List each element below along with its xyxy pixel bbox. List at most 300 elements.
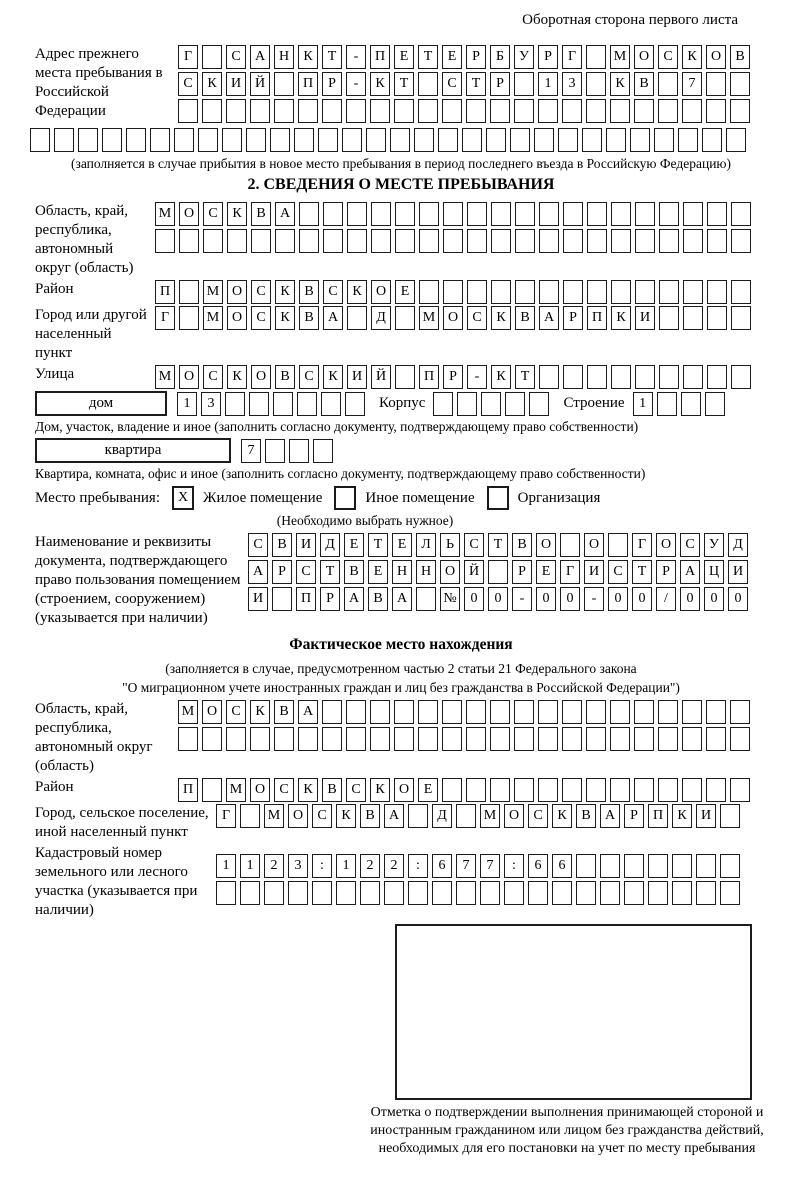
char-cell[interactable]: С (226, 700, 246, 724)
char-cell[interactable]: С (442, 72, 462, 96)
char-cell[interactable]: Г (560, 560, 580, 584)
char-cell[interactable]: П (155, 280, 175, 304)
char-cell[interactable] (438, 128, 458, 152)
char-cell[interactable]: О (656, 533, 676, 557)
char-cell[interactable] (466, 778, 486, 802)
char-cell[interactable]: Е (395, 280, 415, 304)
char-cell[interactable] (312, 881, 332, 905)
char-cell[interactable]: : (312, 854, 332, 878)
char-cell[interactable]: 2 (264, 854, 284, 878)
char-cell[interactable] (456, 881, 476, 905)
char-cell[interactable] (635, 365, 655, 389)
char-cell[interactable] (539, 229, 559, 253)
char-cell[interactable]: Р (443, 365, 463, 389)
char-cell[interactable] (390, 128, 410, 152)
char-cell[interactable]: А (298, 700, 318, 724)
char-cell[interactable] (707, 229, 727, 253)
char-cell[interactable]: 0 (680, 587, 700, 611)
char-cell[interactable] (587, 365, 607, 389)
char-cell[interactable]: С (226, 45, 246, 69)
char-cell[interactable] (682, 99, 702, 123)
char-cell[interactable]: К (491, 306, 511, 330)
char-cell[interactable]: Т (632, 560, 652, 584)
char-cell[interactable] (539, 280, 559, 304)
char-cell[interactable] (347, 202, 367, 226)
char-cell[interactable] (672, 881, 692, 905)
char-cell[interactable] (467, 229, 487, 253)
char-cell[interactable] (366, 128, 386, 152)
char-cell[interactable]: Н (274, 45, 294, 69)
char-cell[interactable]: С (323, 280, 343, 304)
char-cell[interactable] (226, 99, 246, 123)
char-cell[interactable] (635, 202, 655, 226)
char-cell[interactable] (659, 306, 679, 330)
char-cell[interactable] (682, 700, 702, 724)
char-cell[interactable]: К (610, 72, 630, 96)
char-cell[interactable] (346, 727, 366, 751)
char-cell[interactable] (539, 202, 559, 226)
char-cell[interactable]: А (250, 45, 270, 69)
char-cell[interactable] (347, 229, 367, 253)
char-cell[interactable] (706, 700, 726, 724)
char-cell[interactable] (178, 99, 198, 123)
char-cell[interactable]: М (178, 700, 198, 724)
char-cell[interactable] (322, 99, 342, 123)
char-cell[interactable] (562, 99, 582, 123)
char-cell[interactable]: И (584, 560, 604, 584)
char-cell[interactable] (432, 881, 452, 905)
char-cell[interactable] (442, 99, 462, 123)
char-cell[interactable]: С (299, 365, 319, 389)
char-cell[interactable] (534, 128, 554, 152)
char-cell[interactable] (610, 99, 630, 123)
char-cell[interactable] (491, 229, 511, 253)
char-cell[interactable]: К (298, 45, 318, 69)
char-cell[interactable]: О (179, 365, 199, 389)
char-cell[interactable] (30, 128, 50, 152)
char-cell[interactable] (682, 727, 702, 751)
char-cell[interactable] (514, 727, 534, 751)
char-cell[interactable] (418, 72, 438, 96)
char-cell[interactable] (346, 700, 366, 724)
char-cell[interactable]: Р (624, 804, 644, 828)
char-cell[interactable]: Е (344, 533, 364, 557)
char-cell[interactable] (696, 881, 716, 905)
char-cell[interactable] (659, 365, 679, 389)
char-cell[interactable] (586, 727, 606, 751)
char-cell[interactable]: К (298, 778, 318, 802)
char-cell[interactable] (515, 229, 535, 253)
char-cell[interactable] (683, 229, 703, 253)
char-cell[interactable]: С (528, 804, 548, 828)
char-cell[interactable] (457, 392, 477, 416)
char-cell[interactable]: С (274, 778, 294, 802)
char-cell[interactable]: - (512, 587, 532, 611)
char-cell[interactable]: И (696, 804, 716, 828)
char-cell[interactable]: В (299, 306, 319, 330)
char-cell[interactable] (515, 202, 535, 226)
char-cell[interactable] (657, 392, 677, 416)
char-cell[interactable] (490, 99, 510, 123)
char-cell[interactable]: 1 (216, 854, 236, 878)
char-cell[interactable]: 7 (241, 439, 261, 463)
char-cell[interactable] (179, 306, 199, 330)
char-cell[interactable] (313, 439, 333, 463)
char-cell[interactable] (706, 99, 726, 123)
char-cell[interactable] (155, 229, 175, 253)
char-cell[interactable] (480, 881, 500, 905)
char-cell[interactable]: 1 (177, 392, 197, 416)
char-cell[interactable] (226, 727, 246, 751)
char-cell[interactable] (563, 365, 583, 389)
char-cell[interactable] (297, 392, 317, 416)
char-cell[interactable]: 7 (480, 854, 500, 878)
char-cell[interactable]: 1 (633, 392, 653, 416)
char-cell[interactable] (347, 306, 367, 330)
char-cell[interactable] (442, 778, 462, 802)
char-cell[interactable] (394, 727, 414, 751)
char-cell[interactable]: К (336, 804, 356, 828)
char-cell[interactable]: Т (488, 533, 508, 557)
char-cell[interactable]: М (419, 306, 439, 330)
char-cell[interactable]: 6 (552, 854, 572, 878)
char-cell[interactable]: М (203, 280, 223, 304)
char-cell[interactable]: Т (466, 72, 486, 96)
char-cell[interactable] (611, 365, 631, 389)
char-cell[interactable] (264, 881, 284, 905)
char-cell[interactable] (659, 202, 679, 226)
char-cell[interactable] (202, 99, 222, 123)
char-cell[interactable] (586, 700, 606, 724)
char-cell[interactable] (466, 700, 486, 724)
char-cell[interactable] (538, 727, 558, 751)
char-cell[interactable] (443, 202, 463, 226)
char-cell[interactable] (730, 778, 750, 802)
char-cell[interactable] (491, 280, 511, 304)
char-cell[interactable]: 3 (201, 392, 221, 416)
char-cell[interactable]: Л (416, 533, 436, 557)
char-cell[interactable] (370, 727, 390, 751)
char-cell[interactable] (586, 45, 606, 69)
char-cell[interactable] (562, 727, 582, 751)
char-cell[interactable] (270, 128, 290, 152)
char-cell[interactable] (514, 778, 534, 802)
char-cell[interactable] (466, 99, 486, 123)
char-cell[interactable]: С (296, 560, 316, 584)
char-cell[interactable] (683, 365, 703, 389)
char-cell[interactable] (681, 392, 701, 416)
char-cell[interactable]: К (370, 778, 390, 802)
char-cell[interactable]: Д (432, 804, 452, 828)
char-cell[interactable] (610, 700, 630, 724)
char-cell[interactable] (731, 280, 751, 304)
char-cell[interactable]: 6 (432, 854, 452, 878)
char-cell[interactable] (514, 72, 534, 96)
char-cell[interactable]: О (250, 778, 270, 802)
char-cell[interactable] (345, 392, 365, 416)
char-cell[interactable] (683, 280, 703, 304)
char-cell[interactable] (563, 280, 583, 304)
char-cell[interactable] (539, 365, 559, 389)
char-cell[interactable] (515, 280, 535, 304)
char-cell[interactable] (731, 365, 751, 389)
char-cell[interactable]: Т (322, 45, 342, 69)
char-cell[interactable]: И (635, 306, 655, 330)
char-cell[interactable]: К (552, 804, 572, 828)
char-cell[interactable] (246, 128, 266, 152)
char-cell[interactable]: Т (418, 45, 438, 69)
char-cell[interactable]: В (275, 365, 295, 389)
char-cell[interactable]: М (155, 202, 175, 226)
char-cell[interactable] (538, 778, 558, 802)
char-cell[interactable] (707, 202, 727, 226)
char-cell[interactable]: О (394, 778, 414, 802)
char-cell[interactable]: М (610, 45, 630, 69)
char-cell[interactable]: О (504, 804, 524, 828)
char-cell[interactable]: Т (320, 560, 340, 584)
char-cell[interactable]: Ь (440, 533, 460, 557)
char-cell[interactable]: В (274, 700, 294, 724)
char-cell[interactable]: 0 (704, 587, 724, 611)
char-cell[interactable] (600, 881, 620, 905)
char-cell[interactable] (222, 128, 242, 152)
char-cell[interactable] (624, 881, 644, 905)
char-cell[interactable] (730, 99, 750, 123)
char-cell[interactable] (54, 128, 74, 152)
char-cell[interactable]: 3 (288, 854, 308, 878)
char-cell[interactable]: Г (178, 45, 198, 69)
char-cell[interactable]: Г (562, 45, 582, 69)
char-cell[interactable]: 0 (536, 587, 556, 611)
char-cell[interactable]: И (226, 72, 246, 96)
char-cell[interactable]: И (248, 587, 268, 611)
char-cell[interactable] (202, 727, 222, 751)
char-cell[interactable] (490, 727, 510, 751)
char-cell[interactable]: С (346, 778, 366, 802)
char-cell[interactable] (586, 72, 606, 96)
char-cell[interactable]: О (443, 306, 463, 330)
char-cell[interactable] (731, 202, 751, 226)
char-cell[interactable] (707, 365, 727, 389)
char-cell[interactable] (179, 229, 199, 253)
char-cell[interactable]: 2 (360, 854, 380, 878)
char-cell[interactable]: М (480, 804, 500, 828)
char-cell[interactable]: В (512, 533, 532, 557)
char-cell[interactable] (299, 202, 319, 226)
char-cell[interactable]: С (658, 45, 678, 69)
char-cell[interactable]: 7 (682, 72, 702, 96)
char-cell[interactable]: Р (322, 72, 342, 96)
char-cell[interactable] (658, 99, 678, 123)
char-cell[interactable] (634, 778, 654, 802)
char-cell[interactable] (294, 128, 314, 152)
char-cell[interactable] (491, 202, 511, 226)
char-cell[interactable] (731, 306, 751, 330)
char-cell[interactable] (624, 854, 644, 878)
char-cell[interactable]: Е (536, 560, 556, 584)
char-cell[interactable]: Б (490, 45, 510, 69)
char-cell[interactable] (720, 854, 740, 878)
char-cell[interactable] (582, 128, 602, 152)
char-cell[interactable] (586, 778, 606, 802)
char-cell[interactable] (481, 392, 501, 416)
char-cell[interactable] (274, 72, 294, 96)
char-cell[interactable] (562, 700, 582, 724)
char-cell[interactable]: : (408, 854, 428, 878)
char-cell[interactable] (726, 128, 746, 152)
char-cell[interactable] (576, 881, 596, 905)
char-cell[interactable]: Н (392, 560, 412, 584)
char-cell[interactable]: В (272, 533, 292, 557)
char-cell[interactable] (562, 778, 582, 802)
char-cell[interactable] (586, 99, 606, 123)
char-cell[interactable] (250, 99, 270, 123)
char-cell[interactable] (659, 229, 679, 253)
char-cell[interactable] (538, 99, 558, 123)
char-cell[interactable]: Е (418, 778, 438, 802)
char-cell[interactable] (658, 72, 678, 96)
char-cell[interactable] (529, 392, 549, 416)
char-cell[interactable]: А (539, 306, 559, 330)
char-cell[interactable]: С (251, 306, 271, 330)
char-cell[interactable] (634, 727, 654, 751)
char-cell[interactable]: К (611, 306, 631, 330)
char-cell[interactable]: П (296, 587, 316, 611)
char-cell[interactable] (346, 99, 366, 123)
char-cell[interactable]: В (322, 778, 342, 802)
char-cell[interactable] (488, 560, 508, 584)
char-cell[interactable] (298, 727, 318, 751)
char-cell[interactable] (659, 280, 679, 304)
char-cell[interactable]: А (344, 587, 364, 611)
char-cell[interactable] (467, 280, 487, 304)
char-cell[interactable]: 2 (384, 854, 404, 878)
char-cell[interactable] (672, 854, 692, 878)
char-cell[interactable] (225, 392, 245, 416)
char-cell[interactable] (720, 804, 740, 828)
char-cell[interactable] (203, 229, 223, 253)
char-cell[interactable] (634, 700, 654, 724)
char-cell[interactable]: : (504, 854, 524, 878)
char-cell[interactable]: Т (515, 365, 535, 389)
char-cell[interactable] (414, 128, 434, 152)
char-cell[interactable]: В (515, 306, 535, 330)
char-cell[interactable]: 1 (240, 854, 260, 878)
char-cell[interactable] (706, 778, 726, 802)
char-cell[interactable] (419, 280, 439, 304)
char-cell[interactable]: А (392, 587, 412, 611)
char-cell[interactable]: Ц (704, 560, 724, 584)
char-cell[interactable] (587, 202, 607, 226)
char-cell[interactable] (126, 128, 146, 152)
char-cell[interactable]: М (203, 306, 223, 330)
char-cell[interactable] (395, 306, 415, 330)
char-cell[interactable]: Т (394, 72, 414, 96)
char-cell[interactable] (336, 881, 356, 905)
char-cell[interactable] (227, 229, 247, 253)
char-cell[interactable]: П (648, 804, 668, 828)
char-cell[interactable] (418, 700, 438, 724)
char-cell[interactable] (730, 727, 750, 751)
char-cell[interactable] (611, 280, 631, 304)
char-cell[interactable]: В (634, 72, 654, 96)
char-cell[interactable]: В (368, 587, 388, 611)
char-cell[interactable]: Р (563, 306, 583, 330)
char-cell[interactable] (394, 700, 414, 724)
char-cell[interactable] (342, 128, 362, 152)
char-cell[interactable] (720, 881, 740, 905)
char-cell[interactable] (174, 128, 194, 152)
char-cell[interactable]: В (576, 804, 596, 828)
char-cell[interactable]: О (251, 365, 271, 389)
char-cell[interactable]: Р (490, 72, 510, 96)
char-cell[interactable] (371, 229, 391, 253)
char-cell[interactable] (322, 727, 342, 751)
char-cell[interactable] (249, 392, 269, 416)
char-cell[interactable]: О (584, 533, 604, 557)
checkbox-residential[interactable]: X (172, 486, 194, 510)
char-cell[interactable] (240, 881, 260, 905)
char-cell[interactable]: А (323, 306, 343, 330)
char-cell[interactable]: Й (250, 72, 270, 96)
char-cell[interactable]: О (536, 533, 556, 557)
char-cell[interactable] (418, 727, 438, 751)
char-cell[interactable]: К (275, 306, 295, 330)
char-cell[interactable]: Й (464, 560, 484, 584)
char-cell[interactable]: С (464, 533, 484, 557)
char-cell[interactable] (505, 392, 525, 416)
char-cell[interactable] (658, 700, 678, 724)
char-cell[interactable]: 7 (456, 854, 476, 878)
char-cell[interactable] (274, 727, 294, 751)
char-cell[interactable]: Е (394, 45, 414, 69)
char-cell[interactable]: 0 (608, 587, 628, 611)
checkbox-other-premises[interactable] (334, 486, 356, 510)
char-cell[interactable] (611, 202, 631, 226)
char-cell[interactable]: - (346, 45, 366, 69)
char-cell[interactable] (416, 587, 436, 611)
char-cell[interactable] (395, 202, 415, 226)
char-cell[interactable]: - (467, 365, 487, 389)
char-cell[interactable] (706, 72, 726, 96)
char-cell[interactable]: А (248, 560, 268, 584)
char-cell[interactable] (202, 45, 222, 69)
char-cell[interactable]: 0 (632, 587, 652, 611)
char-cell[interactable]: К (347, 280, 367, 304)
char-cell[interactable]: Д (728, 533, 748, 557)
char-cell[interactable] (250, 727, 270, 751)
char-cell[interactable] (705, 392, 725, 416)
char-cell[interactable] (289, 439, 309, 463)
char-cell[interactable] (587, 229, 607, 253)
char-cell[interactable] (560, 533, 580, 557)
char-cell[interactable] (456, 804, 476, 828)
char-cell[interactable] (288, 881, 308, 905)
char-cell[interactable] (731, 229, 751, 253)
char-cell[interactable]: В (730, 45, 750, 69)
char-cell[interactable]: Р (656, 560, 676, 584)
char-cell[interactable]: П (178, 778, 198, 802)
char-cell[interactable] (730, 700, 750, 724)
char-cell[interactable] (558, 128, 578, 152)
char-cell[interactable]: О (706, 45, 726, 69)
char-cell[interactable] (178, 727, 198, 751)
char-cell[interactable] (702, 128, 722, 152)
char-cell[interactable]: Н (416, 560, 436, 584)
char-cell[interactable] (394, 99, 414, 123)
char-cell[interactable]: 0 (728, 587, 748, 611)
char-cell[interactable] (321, 392, 341, 416)
